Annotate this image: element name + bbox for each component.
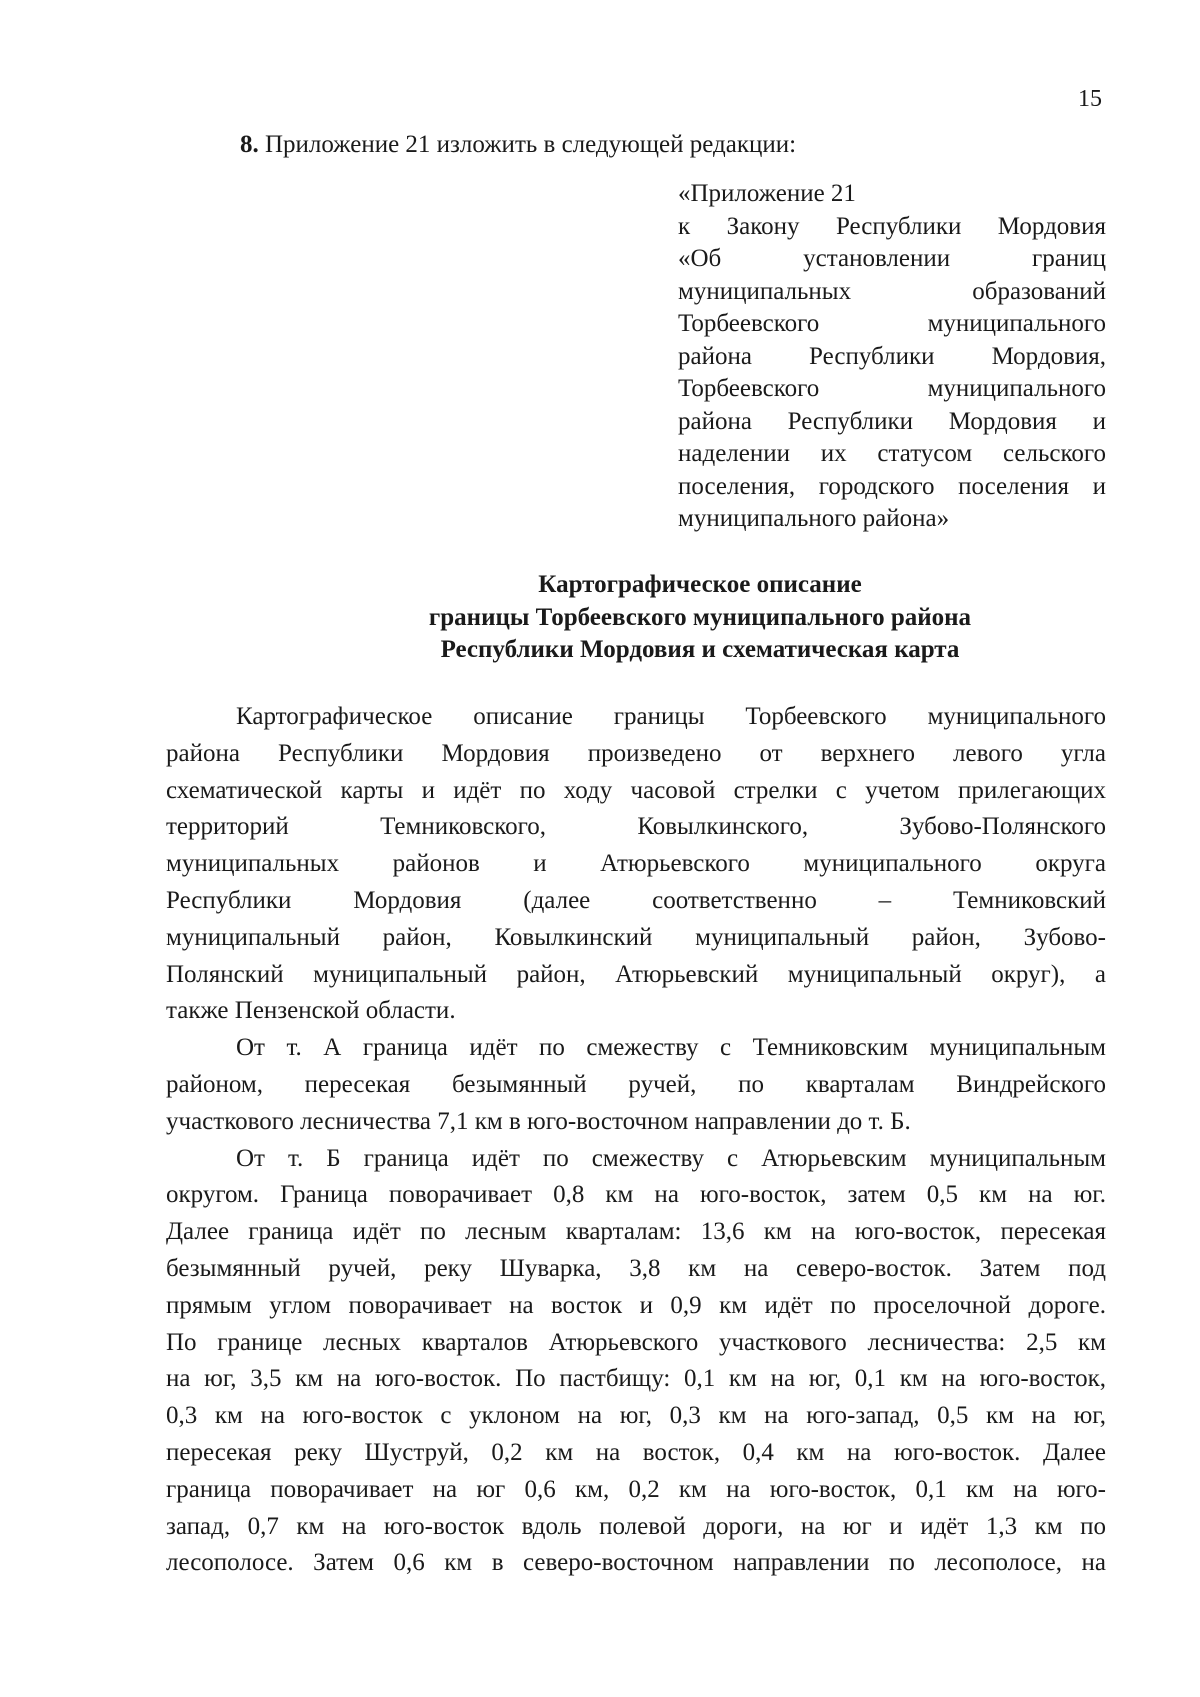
section-title-line: Картографическое описание bbox=[538, 571, 862, 598]
appendix-header-line: муниципальных образований bbox=[678, 277, 1106, 305]
paragraph-line: Полянский муниципальный район, Атюрьевский муниципальный округ), а bbox=[166, 960, 1106, 988]
paragraph-line: схематической карты и идёт по ходу часовой стрелки с учетом прилегающих bbox=[166, 776, 1106, 804]
paragraph-line: граница поворачивает на юг 0,6 км, 0,2 км на юго-восток, 0,1 км на юго- bbox=[166, 1475, 1106, 1503]
paragraph-line: Далее граница идёт по лесным кварталам: 13,6 км на юго-восток, пересекая bbox=[166, 1218, 1106, 1246]
body-text bbox=[166, 699, 1106, 1582]
paragraph-line: 0,3 км на юго-восток с уклоном на юг, 0,3 км на юго-запад, 0,5 км на юг, bbox=[166, 1402, 1106, 1430]
amendment-item bbox=[240, 128, 796, 162]
paragraph-line: муниципальный район, Ковылкинский муниципальный район, Зубово- bbox=[166, 923, 1106, 951]
paragraph-line: прямым углом поворачивает на восток и 0,9 км идёт по проселочной дороге. bbox=[166, 1291, 1106, 1319]
appendix-header-line: Торбеевского муниципального bbox=[678, 375, 1106, 402]
section-title bbox=[280, 569, 1120, 667]
paragraph-line: района Республики Мордовия произведено от верхнего левого угла bbox=[166, 739, 1106, 767]
paragraph-line: запад, 0,7 км на юго-восток вдоль полевой дороги, на юг и идёт 1,3 км по bbox=[166, 1512, 1106, 1540]
paragraph-line: округом. Граница поворачивает 0,8 км на юго-восток, затем 0,5 км на юг. bbox=[166, 1181, 1106, 1209]
paragraph-line: пересекая реку Шуструй, 0,2 км на восток, 0,4 км на юго-восток. Далее bbox=[166, 1438, 1106, 1466]
appendix-header bbox=[678, 178, 1106, 536]
paragraph-line: территорий Темниковского, Ковылкинского, Зубово-Полянского bbox=[166, 813, 1106, 841]
paragraph-line: участкового лесничества 7,1 км в юго-восточном направлении до т. Б. bbox=[166, 1107, 911, 1135]
paragraph-line: От т. А граница идёт по смежеству с Темниковским муниципальным bbox=[236, 1034, 1106, 1062]
section-title-line: Республики Мордовия и схематическая карта bbox=[440, 636, 960, 663]
section-title-line: границы Торбеевского муниципального района bbox=[428, 603, 972, 631]
appendix-header-line: муниципального района» bbox=[678, 505, 950, 532]
appendix-header-line: «Приложение 21 bbox=[678, 180, 856, 207]
appendix-header-line: поселения, городского поселения и bbox=[678, 472, 1106, 500]
paragraph-intro bbox=[166, 699, 1106, 1030]
paragraph-line: районом, пересекая безымянный ручей, по кварталам Виндрейского bbox=[166, 1070, 1106, 1098]
paragraph-point-b bbox=[166, 1141, 1106, 1583]
paragraph-line: на юг, 3,5 км на юго-восток. По пастбищу: 0,1 км на юг, 0,1 км на юго-восток, bbox=[166, 1365, 1106, 1393]
paragraph-point-a bbox=[166, 1030, 1106, 1140]
appendix-header-line: района Республики Мордовия, bbox=[678, 342, 1106, 370]
paragraph-line: также Пензенской области. bbox=[166, 997, 456, 1025]
paragraph-line: По границе лесных кварталов Атюрьевского участкового лесничества: 2,5 км bbox=[166, 1328, 1106, 1356]
paragraph-line: Картографическое описание границы Торбеевского муниципального bbox=[236, 703, 1106, 730]
paragraph-line: От т. Б граница идёт по смежеству с Атюрьевским муниципальным bbox=[236, 1144, 1106, 1172]
appendix-header-line: района Республики Мордовия и bbox=[678, 407, 1106, 435]
amendment-number: 8. bbox=[240, 131, 259, 158]
paragraph-line: Республики Мордовия (далее соответственно – Темниковский bbox=[166, 886, 1106, 914]
page-number: 15 bbox=[1078, 86, 1102, 112]
amendment-text: Приложение 21 изложить в следующей редакции: bbox=[258, 131, 797, 158]
appendix-header-line: Торбеевского муниципального bbox=[678, 310, 1106, 337]
appendix-header-line: «Об установлении границ bbox=[678, 245, 1106, 272]
paragraph-line: лесополосе. Затем 0,6 км в северо-восточном направлении по лесополосе, на bbox=[166, 1549, 1106, 1577]
paragraph-line: безымянный ручей, реку Шуварка, 3,8 км на северо-восток. Затем под bbox=[166, 1254, 1106, 1282]
appendix-header-line: наделении их статусом сельского bbox=[678, 440, 1106, 467]
paragraph-line: муниципальных районов и Атюрьевского муниципального округа bbox=[166, 850, 1106, 878]
appendix-header-line: к Закону Республики Мордовия bbox=[678, 212, 1106, 240]
